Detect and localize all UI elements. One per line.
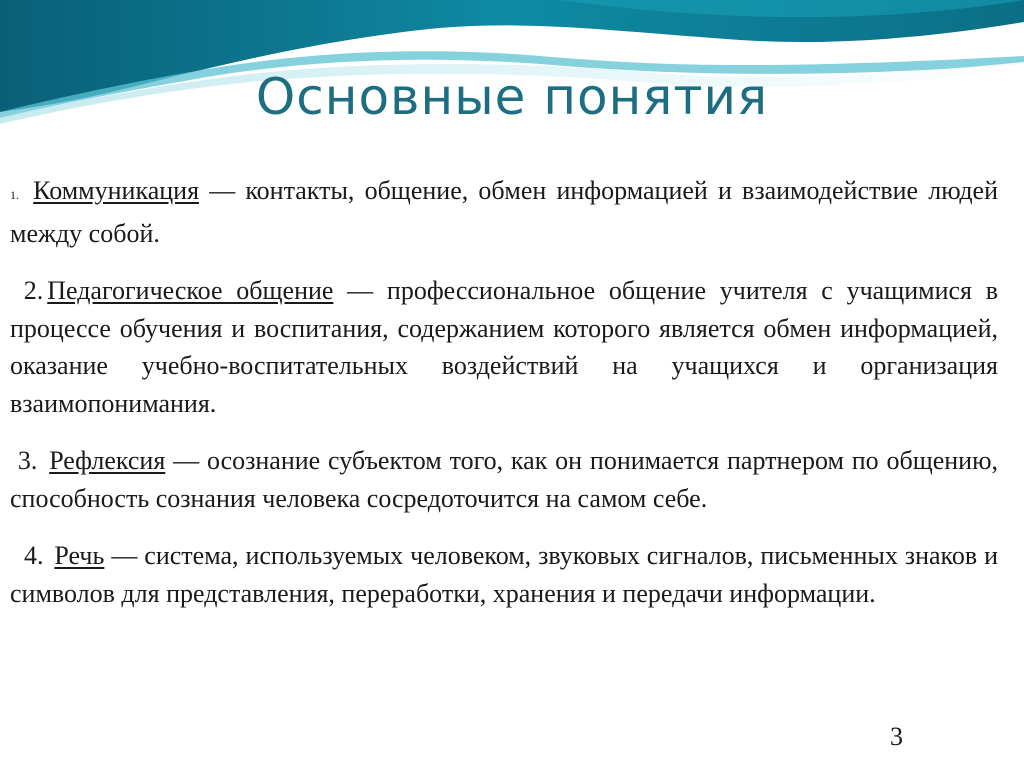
term-pedagogical-communication: Педагогическое общение: [47, 276, 334, 305]
definition-text: — профессиональное общение учителя с учащимися в процессе обучения и воспитания, содержанием которого является обмен информацией, оказание учебно-воспитательных воздействий на учащихся и организация взаимопонимания.: [10, 276, 998, 418]
definition-item: [10, 537, 998, 612]
item-number: 4.: [23, 541, 44, 570]
page-number: 3: [890, 722, 903, 751]
slide-title: Основные понятия: [255, 68, 769, 126]
definition-item: [10, 442, 998, 517]
definition-text: — контакты, общение, обмен информацией и взаимодействие людей между собой.: [10, 176, 999, 248]
definition-text: — система, используемых человеком, звуковых сигналов, письменных знаков и символов для представления, переработки, хранения и передачи информации.: [10, 541, 999, 608]
definition-item: [10, 272, 998, 422]
item-number: 1.: [10, 188, 19, 202]
term-communication: Коммуникация: [33, 176, 200, 205]
definition-item: [10, 172, 998, 252]
term-reflection: Рефлексия: [49, 446, 166, 475]
definition-text: — осознание субъектом того, как он понимается партнером по общению, способность сознания человека сосредоточится на самом себе.: [10, 446, 999, 513]
definitions-list: [10, 172, 998, 612]
item-number: 3.: [17, 446, 38, 475]
item-number: 2.: [23, 276, 44, 305]
term-speech: Речь: [54, 541, 105, 570]
